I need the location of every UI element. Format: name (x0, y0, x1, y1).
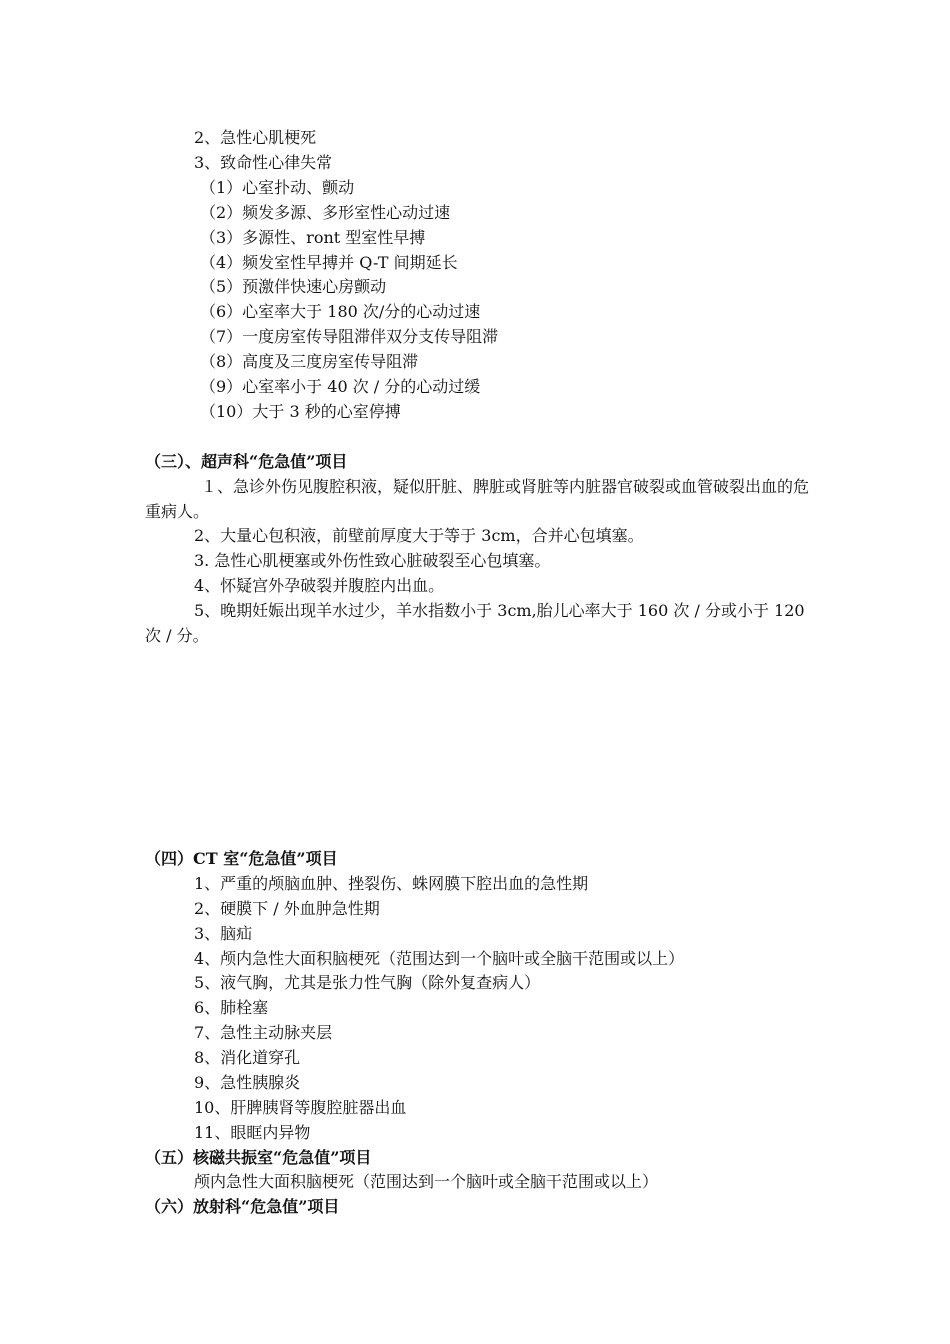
ct-item-5: 5、液气胸，尤其是张力性气胸（除外复查病人） (194, 973, 541, 992)
sub-item-5: （5）预激伴快速心房颤动 (200, 277, 387, 296)
heading-mri: （五）核磁共振室“危急值”项目 (145, 1148, 372, 1167)
sub-item-4: （4）频发室性早搏并 Q-T 间期延长 (200, 253, 458, 272)
ultrasound-item-2: 2、大量心包积液，前壁前厚度大于等于 3cm，合并心包填塞。 (194, 526, 644, 545)
mri-item: 颅内急性大面积脑梗死（范围达到一个脑叶或全脑干范围或以上） (194, 1172, 659, 1191)
sub-item-9: （9）心室率小于 40 次 / 分的心动过缓 (200, 377, 481, 396)
ultrasound-item-4: 4、怀疑宫外孕破裂并腹腔内出血。 (194, 576, 445, 595)
sub-item-1: （1）心室扑动、颤动 (200, 178, 355, 197)
ultrasound-item-5: 5、晚期妊娠出现羊水过少，羊水指数小于 3cm,胎儿心率大于 160 次 / 分或小于 120 次 / 分。 (145, 601, 805, 645)
list-item-arrhythmia: 3、致命性心律失常 (194, 153, 333, 172)
ct-item-6: 6、肺栓塞 (194, 998, 269, 1017)
ct-item-2: 2、硬膜下 / 外血肿急性期 (194, 899, 380, 918)
ct-item-8: 8、消化道穿孔 (194, 1048, 301, 1067)
sub-item-2: （2）频发多源、多形室性心动过速 (200, 203, 451, 222)
heading-ultrasound: （三）、超声科“危急值”项目 (145, 452, 348, 471)
ultrasound-item-3: 3. 急性心肌梗塞或外伤性致心脏破裂至心包填塞。 (194, 551, 551, 570)
sub-item-3: （3）多源性、ront 型室性早搏 (200, 228, 426, 247)
heading-radiology: （六）放射科“危急值”项目 (145, 1197, 340, 1216)
sub-item-6: （6）心室率大于 180 次/分的心动过速 (200, 302, 481, 321)
ct-item-1: 1、严重的颅脑血肿、挫裂伤、蛛网膜下腔出血的急性期 (194, 874, 589, 893)
ct-item-3: 3、脑疝 (194, 924, 253, 943)
ct-item-10: 10、肝脾胰肾等腹腔脏器出血 (194, 1098, 407, 1117)
sub-item-7: （7）一度房室传导阻滞伴双分支传导阻滞 (200, 327, 499, 346)
ct-item-9: 9、急性胰腺炎 (194, 1073, 301, 1092)
list-item-acute-mi: 2、急性心肌梗死 (194, 128, 317, 147)
ct-item-7: 7、急性主动脉夹层 (194, 1023, 333, 1042)
ct-item-4: 4、颅内急性大面积脑梗死（范围达到一个脑叶或全脑干范围或以上） (194, 949, 685, 968)
ultrasound-item-1: １、急诊外伤见腹腔积液，疑似肝脏、脾脏或肾脏等内脏器官破裂或血管破裂出血的危重病人。 (145, 477, 810, 521)
heading-ct: （四）CT 室“危急值”项目 (145, 849, 338, 868)
ct-item-11: 11、眼眶内异物 (194, 1123, 311, 1142)
sub-item-8: （8）高度及三度房室传导阻滞 (200, 352, 419, 371)
sub-item-10: （10）大于 3 秒的心室停搏 (200, 402, 401, 421)
